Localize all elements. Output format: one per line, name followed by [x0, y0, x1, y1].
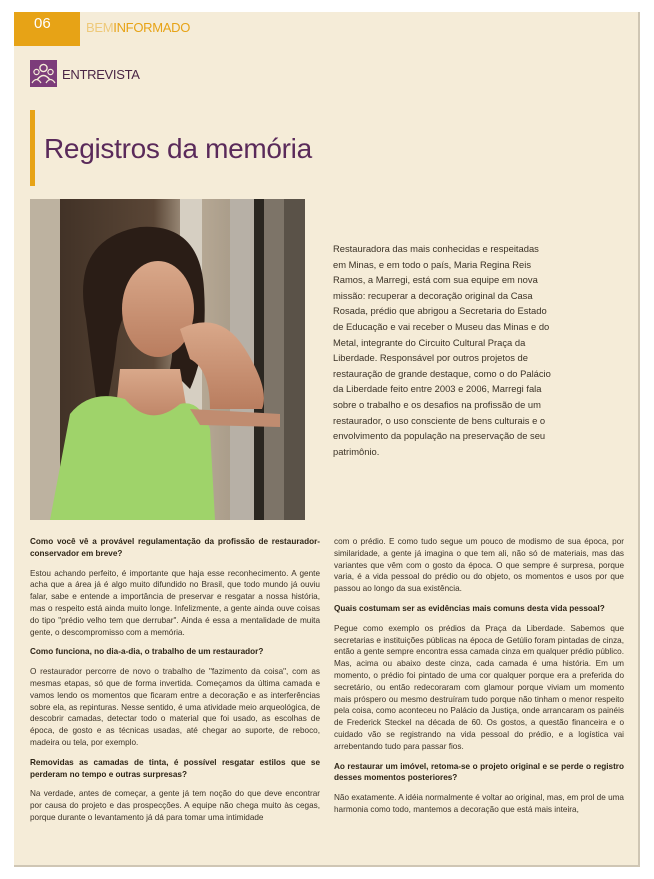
people-icon: [30, 60, 57, 87]
interview-answer: O restaurador percorre de novo o trabalho de "fazimento da coisa", com as mesmas etapas, só que de forma invertida. Começamos da última camada e vamos lendo os momentos que ficaram entre a decoração e as interferências sobre ela, as repinturas. Nesse sentido, é uma atividade meio arqueológica, de descobrir camadas, detectar todo o material que foi usado, as escolhas de época, de gosto e as técnicas usadas, até chegar ao suporte, de reboco, madeira ou tela, por exemplo.: [30, 667, 320, 747]
interview-answer: Pegue como exemplo os prédios da Praça da Liberdade. Sabemos que secretarias e instituições públicas na época de Getúlio foram pintadas de cinza, então a gente sempre encontra essa camada cinza em qualquer prédio público. Mas, acima ou abaixo deste cinza, cada camada é uma história. Em um momento, o prédio foi pintado de uma cor qualquer porque era a preferida do secretário, ou então redecoraram com glamour porque viviam um momento mais próspero ou mesmo destruíram tudo porque não tinham o menor respeito pela coisa, como aconteceu no Palácio da Justiça, onde arrancaram os painéis de Frederick Steckel na década de 60. Os gostos, a questão financeira e o cuidado vão se registrando na vida pessoal do prédio, e a logística vai arrebentando tudo para passar fios.: [334, 623, 624, 751]
magazine-name-light: BEM: [86, 20, 114, 35]
page-number: 06: [14, 12, 80, 46]
interview-answer-continued: com o prédio. E como tudo segue um pouco de modismo de sua época, por similaridade, a gente já imagina o que tem ali, não só de materiais, mas das variantes que vêm com o gosto da época. O que sempre é surpresa, porque varia, é a vida pessoal do prédio ou do objeto, os momentos e usos por que passou ao longo da sua existência.: [334, 537, 624, 594]
portrait-photo: [30, 199, 305, 520]
interview-answer: Estou achando perfeito, é importante que haja esse reconhecimento. A gente acha que a área já é algo muito difundido no Brasil, que todo mundo já ouviu falar, sabe e entende a importância de preservar e resgatar a nossa história, mas o respeito está ainda muito longe. Infelizmente, a gente ainda ouve coisas do tipo "prédio velho tem que derrubar". Ainda é essa a mentalidade de muita gente, o descompromisso com a memória.: [30, 568, 320, 637]
intro-paragraph: Restauradora das mais conhecidas e respeitadas em Minas, e em todo o país, Maria Regina Reis Ramos, a Marregi, está com sua equipe em nova missão: recuperar a decoração original da Casa Rosada, prédio que abrigou a Secretaria do Estado de Educação e vai receber o Museu das Minas e do Metal, integrante do Circuito Cultural Praça da Liberdade. Responsável por outros projetos de restauração de grande destaque, como o do Palácio da Liberdade feito entre 2003 e 2006, Marregi fala sobre o trabalho e os desafios na profissão de um restaurador, o uso consciente de bens culturais e o envolvimento da população na preservação de seu patrimônio.: [333, 243, 551, 457]
section-label: ENTREVISTA: [62, 67, 140, 82]
right-column: [334, 536, 624, 824]
interview-question: Como você vê a provável regulamentação da profissão de restaurador-conservador em breve?: [30, 537, 320, 558]
magazine-name-bold: INFORMADO: [113, 20, 191, 35]
interview-answer: Na verdade, antes de começar, a gente já tem noção do que deve encontrar por causa do projeto e das prospecções. A equipe não chega muito às cegas, porque durante o levantamento já dá para tomar uma intimidade: [30, 789, 320, 822]
page-shadow-bottom: [14, 865, 640, 867]
magazine-page: [14, 12, 638, 865]
interview-answer: Não exatamente. A idéia normalmente é voltar ao original, mas, em prol de uma harmonia como todo, mantemos a decoração que está mais inteira,: [334, 793, 624, 814]
left-column: [30, 536, 320, 832]
interview-question: Ao restaurar um imóvel, retoma-se o projeto original e se perde o registro desses momentos posteriores?: [334, 761, 624, 783]
article-title: Registros da memória: [44, 133, 312, 164]
magazine-name: [86, 20, 190, 35]
interview-question: Como funciona, no dia-a-dia, o trabalho de um restaurador?: [30, 647, 264, 657]
interview-question: Quais costumam ser as evidências mais comuns desta vida pessoal?: [334, 603, 605, 613]
title-accent-bar: [30, 110, 35, 186]
interview-question: Removidas as camadas de tinta, é possível resgatar estilos que se perderam no tempo e outras surpresas?: [30, 757, 320, 779]
page-shadow-right: [638, 12, 640, 865]
